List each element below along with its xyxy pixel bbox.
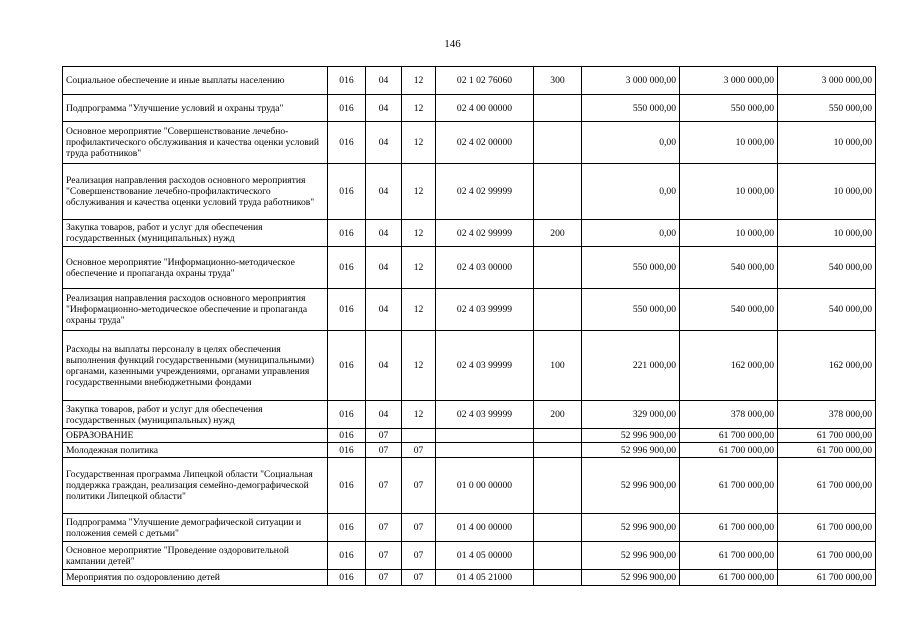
amount-year-2: 61 700 000,00 — [680, 570, 778, 586]
expense-type-code — [534, 429, 582, 443]
section-code: 07 — [366, 429, 402, 443]
table-row — [63, 331, 876, 401]
amount-year-2: 61 700 000,00 — [680, 458, 778, 514]
budget-table — [62, 66, 876, 586]
amount-year-2: 61 700 000,00 — [680, 429, 778, 443]
target-article-code: 02 4 03 00000 — [436, 247, 534, 289]
page-number: 146 — [444, 38, 461, 50]
amount-year-3: 3 000 000,00 — [778, 67, 876, 95]
amount-year-1: 52 996 900,00 — [582, 570, 680, 586]
target-article-code — [436, 429, 534, 443]
section-code: 04 — [366, 95, 402, 122]
amount-year-3: 550 000,00 — [778, 95, 876, 122]
ved-code: 016 — [328, 331, 366, 401]
expense-type-code — [534, 122, 582, 164]
amount-year-1: 0,00 — [582, 164, 680, 220]
target-article-code: 02 4 00 00000 — [436, 95, 534, 122]
amount-year-3: 61 700 000,00 — [778, 570, 876, 586]
amount-year-2: 61 700 000,00 — [680, 514, 778, 542]
target-article-code: 02 4 03 99999 — [436, 401, 534, 429]
expense-type-code — [534, 542, 582, 570]
subsection-code: 07 — [402, 443, 436, 458]
row-name: Государственная программа Липецкой области "Социальная поддержка граждан, реализация семейно-демографической политики Липецкой области" — [63, 458, 328, 514]
target-article-code: 01 4 05 00000 — [436, 542, 534, 570]
amount-year-1: 550 000,00 — [582, 289, 680, 331]
amount-year-2: 10 000,00 — [680, 220, 778, 247]
table-row — [63, 429, 876, 443]
row-name: Основное мероприятие "Проведение оздоровительной кампании детей" — [63, 542, 328, 570]
subsection-code: 12 — [402, 220, 436, 247]
table-row — [63, 514, 876, 542]
ved-code: 016 — [328, 122, 366, 164]
expense-type-code: 300 — [534, 67, 582, 95]
row-name: Закупка товаров, работ и услуг для обеспечения государственных (муниципальных) нужд — [63, 220, 328, 247]
subsection-code — [402, 429, 436, 443]
subsection-code: 12 — [402, 289, 436, 331]
amount-year-2: 61 700 000,00 — [680, 443, 778, 458]
amount-year-2: 540 000,00 — [680, 289, 778, 331]
amount-year-2: 10 000,00 — [680, 164, 778, 220]
table-row — [63, 220, 876, 247]
section-code: 04 — [366, 164, 402, 220]
subsection-code: 12 — [402, 401, 436, 429]
ved-code: 016 — [328, 570, 366, 586]
ved-code: 016 — [328, 67, 366, 95]
table-row — [63, 247, 876, 289]
subsection-code: 07 — [402, 570, 436, 586]
target-article-code: 02 4 03 99999 — [436, 331, 534, 401]
amount-year-1: 329 000,00 — [582, 401, 680, 429]
section-code: 07 — [366, 458, 402, 514]
target-article-code: 02 4 02 99999 — [436, 220, 534, 247]
section-code: 07 — [366, 443, 402, 458]
section-code: 04 — [366, 220, 402, 247]
ved-code: 016 — [328, 220, 366, 247]
table-row — [63, 122, 876, 164]
target-article-code: 02 4 03 99999 — [436, 289, 534, 331]
section-code: 04 — [366, 247, 402, 289]
ved-code: 016 — [328, 514, 366, 542]
ved-code: 016 — [328, 542, 366, 570]
expense-type-code — [534, 164, 582, 220]
amount-year-2: 3 000 000,00 — [680, 67, 778, 95]
expense-type-code: 200 — [534, 401, 582, 429]
section-code: 07 — [366, 514, 402, 542]
row-name: Реализация направления расходов основного мероприятия "Совершенствование лечебно-профилактического обслуживания и качества оценки условий труда работников" — [63, 164, 328, 220]
expense-type-code: 100 — [534, 331, 582, 401]
section-code: 04 — [366, 289, 402, 331]
expense-type-code — [534, 247, 582, 289]
amount-year-3: 10 000,00 — [778, 164, 876, 220]
section-code: 04 — [366, 67, 402, 95]
amount-year-2: 10 000,00 — [680, 122, 778, 164]
row-name: Мероприятия по оздоровлению детей — [63, 570, 328, 586]
target-article-code: 01 0 00 00000 — [436, 458, 534, 514]
section-code: 04 — [366, 122, 402, 164]
row-name: Основное мероприятие "Информационно-методическое обеспечение и пропаганда охраны труда" — [63, 247, 328, 289]
table-row — [63, 67, 876, 95]
amount-year-1: 221 000,00 — [582, 331, 680, 401]
expense-type-code — [534, 289, 582, 331]
ved-code: 016 — [328, 458, 366, 514]
amount-year-3: 378 000,00 — [778, 401, 876, 429]
table-row — [63, 570, 876, 586]
amount-year-3: 61 700 000,00 — [778, 458, 876, 514]
row-name: Социальное обеспечение и иные выплаты населению — [63, 67, 328, 95]
section-code: 04 — [366, 331, 402, 401]
expense-type-code — [534, 570, 582, 586]
subsection-code: 12 — [402, 164, 436, 220]
target-article-code: 02 4 02 99999 — [436, 164, 534, 220]
subsection-code: 07 — [402, 458, 436, 514]
table-row — [63, 542, 876, 570]
amount-year-2: 540 000,00 — [680, 247, 778, 289]
subsection-code: 12 — [402, 331, 436, 401]
row-name: Подпрограмма "Улучшение демографической ситуации и положения семей с детьми" — [63, 514, 328, 542]
amount-year-1: 0,00 — [582, 122, 680, 164]
amount-year-3: 10 000,00 — [778, 122, 876, 164]
amount-year-3: 10 000,00 — [778, 220, 876, 247]
ved-code: 016 — [328, 443, 366, 458]
table-row — [63, 401, 876, 429]
amount-year-3: 162 000,00 — [778, 331, 876, 401]
table-row — [63, 95, 876, 122]
target-article-code — [436, 443, 534, 458]
expense-type-code — [534, 443, 582, 458]
expense-type-code: 200 — [534, 220, 582, 247]
section-code: 07 — [366, 570, 402, 586]
expense-type-code — [534, 458, 582, 514]
row-name: ОБРАЗОВАНИЕ — [63, 429, 328, 443]
amount-year-1: 52 996 900,00 — [582, 429, 680, 443]
amount-year-3: 61 700 000,00 — [778, 514, 876, 542]
table-row — [63, 164, 876, 220]
target-article-code: 01 4 05 21000 — [436, 570, 534, 586]
target-article-code: 02 4 02 00000 — [436, 122, 534, 164]
amount-year-3: 540 000,00 — [778, 247, 876, 289]
ved-code: 016 — [328, 164, 366, 220]
amount-year-2: 378 000,00 — [680, 401, 778, 429]
table-row — [63, 289, 876, 331]
amount-year-1: 52 996 900,00 — [582, 514, 680, 542]
amount-year-1: 550 000,00 — [582, 95, 680, 122]
amount-year-2: 550 000,00 — [680, 95, 778, 122]
subsection-code: 12 — [402, 95, 436, 122]
ved-code: 016 — [328, 247, 366, 289]
row-name: Расходы на выплаты персоналу в целях обеспечения выполнения функций государственными (муниципальными) органами, казенными учреждениями, органами управления государственными внебюджетными фондами — [63, 331, 328, 401]
amount-year-3: 61 700 000,00 — [778, 429, 876, 443]
ved-code: 016 — [328, 289, 366, 331]
amount-year-1: 52 996 900,00 — [582, 542, 680, 570]
subsection-code: 12 — [402, 67, 436, 95]
amount-year-1: 52 996 900,00 — [582, 458, 680, 514]
amount-year-1: 3 000 000,00 — [582, 67, 680, 95]
amount-year-1: 0,00 — [582, 220, 680, 247]
subsection-code: 12 — [402, 247, 436, 289]
target-article-code: 01 4 00 00000 — [436, 514, 534, 542]
amount-year-3: 61 700 000,00 — [778, 542, 876, 570]
row-name: Молодежная политика — [63, 443, 328, 458]
section-code: 07 — [366, 542, 402, 570]
ved-code: 016 — [328, 429, 366, 443]
expense-type-code — [534, 95, 582, 122]
amount-year-2: 61 700 000,00 — [680, 542, 778, 570]
row-name: Основное мероприятие "Совершенствование лечебно-профилактического обслуживания и качества оценки условий труда работников" — [63, 122, 328, 164]
row-name: Подпрограмма "Улучшение условий и охраны труда" — [63, 95, 328, 122]
table-row — [63, 443, 876, 458]
subsection-code: 12 — [402, 122, 436, 164]
amount-year-3: 61 700 000,00 — [778, 443, 876, 458]
row-name: Закупка товаров, работ и услуг для обеспечения государственных (муниципальных) нужд — [63, 401, 328, 429]
row-name: Реализация направления расходов основного мероприятия "Информационно-методическое обеспечение и пропаганда охраны труда" — [63, 289, 328, 331]
target-article-code: 02 1 02 76060 — [436, 67, 534, 95]
expense-type-code — [534, 514, 582, 542]
subsection-code: 07 — [402, 542, 436, 570]
section-code: 04 — [366, 401, 402, 429]
table-row — [63, 458, 876, 514]
amount-year-1: 52 996 900,00 — [582, 443, 680, 458]
ved-code: 016 — [328, 95, 366, 122]
amount-year-2: 162 000,00 — [680, 331, 778, 401]
ved-code: 016 — [328, 401, 366, 429]
amount-year-3: 540 000,00 — [778, 289, 876, 331]
subsection-code: 07 — [402, 514, 436, 542]
amount-year-1: 550 000,00 — [582, 247, 680, 289]
